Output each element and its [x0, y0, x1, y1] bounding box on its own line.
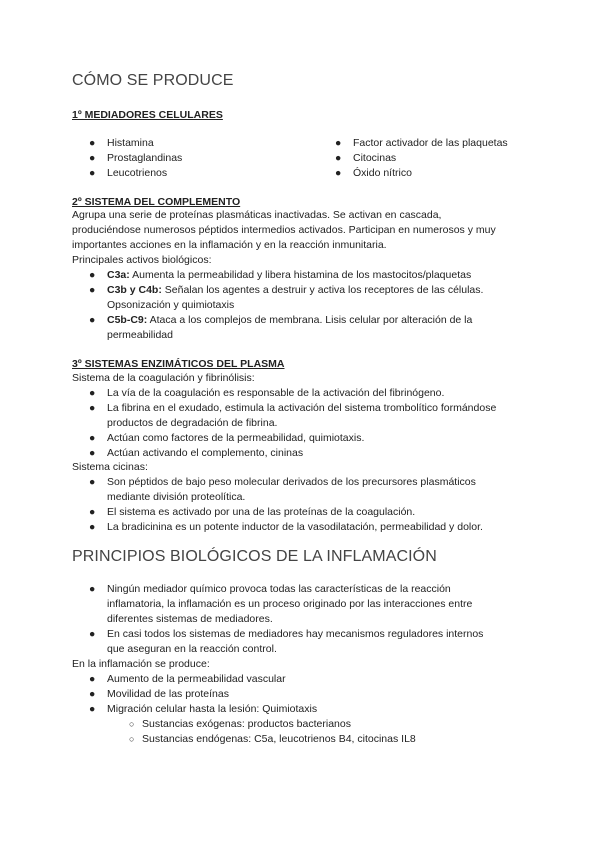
list-item: ● C5b-C9: Ataca a los complejos de membrana. Lisis celular por alteración de la permeabilidad: [89, 314, 473, 341]
list-item: ● Ningún mediador químico provoca todas las características de la reacción inflamatoria, la inflamación es un proceso originado por las interacciones entre diferentes sistemas de mediadores.: [89, 583, 473, 625]
bullet-icon: ●: [89, 432, 96, 444]
bullet-icon: ●: [89, 387, 96, 399]
coagulacion-list: [72, 386, 532, 461]
bullet-icon: ●: [89, 703, 96, 715]
hollow-bullet-icon: ○: [129, 734, 135, 744]
inflamacion-label: En la inflamación se produce:: [72, 658, 210, 670]
section-title-principios-biologicos: PRINCIPIOS BIOLÓGICOS DE LA INFLAMACIÓN: [72, 548, 437, 565]
inflamacion-list: [72, 672, 532, 717]
bullet-icon: ●: [89, 628, 96, 640]
list-item: ● La bradicinina es un potente inductor de la vasodilatación, permeabilidad y dolor.: [89, 521, 483, 533]
list-item: ● En casi todos los sistemas de mediadores hay mecanismos reguladores internos que aseguran en la reacción control.: [89, 628, 484, 655]
bullet-icon: ●: [89, 688, 96, 700]
list-item: ● La vía de la coagulación es responsable de la activación del fibrinógeno.: [89, 387, 445, 399]
list-item: ● C3a: Aumenta la permeabilidad y libera histamina de los mastocitos/plaquetas: [89, 269, 472, 281]
section-title-como-se-produce: CÓMO SE PRODUCE: [72, 72, 234, 89]
principios-list: [72, 582, 532, 657]
bullet-icon: ●: [89, 402, 96, 414]
list-item: ● Citocinas: [335, 152, 397, 164]
list-item: ● Leucotrienos: [89, 167, 168, 179]
list-item: ○ Sustancias exógenas: productos bacterianos: [129, 718, 351, 730]
list-item: ● El sistema es activado por una de las proteínas de la coagulación.: [89, 506, 416, 518]
bullet-icon: ●: [89, 284, 96, 296]
complemento-list: [72, 268, 532, 343]
list-item: ○ Sustancias endógenas: C5a, leucotrienos B4, citocinas IL8: [129, 733, 416, 745]
list-item: ● Movilidad de las proteínas: [89, 688, 229, 700]
hollow-bullet-icon: ○: [129, 719, 135, 729]
list-item: ● Óxido nítrico: [335, 167, 412, 179]
list-item: ● Migración celular hasta la lesión: Quimiotaxis: [89, 703, 318, 715]
bullet-icon: ●: [89, 673, 96, 685]
bullet-icon: ●: [89, 137, 96, 149]
cininas-list: [72, 475, 532, 535]
mediadores-list-col2: [318, 136, 538, 181]
list-item: ● La fibrina en el exudado, estimula la activación del sistema trombolítico formándose productos de degradación de fibrina.: [89, 402, 497, 429]
bullet-icon: ●: [335, 152, 342, 164]
mediadores-list-col1: [72, 136, 302, 181]
list-item: ● Aumento de la permeabilidad vascular: [89, 673, 286, 685]
heading-sistemas-enzimaticos: 3º SISTEMAS ENZIMÁTICOS DEL PLASMA: [72, 358, 285, 370]
bullet-icon: ●: [89, 506, 96, 518]
bullet-icon: ●: [89, 269, 96, 281]
bullet-icon: ●: [89, 152, 96, 164]
heading-mediadores-celulares: 1º MEDIADORES CELULARES: [72, 109, 223, 121]
list-item: ● Son péptidos de bajo peso molecular derivados de los precursores plasmáticos mediante división proteolítica.: [89, 476, 476, 503]
complemento-intro-line: Agrupa una serie de proteínas plasmáticas inactivadas. Se activan en cascada,: [72, 209, 442, 221]
complemento-intro-line: Principales activos biológicos:: [72, 254, 212, 266]
list-item: ● C3b y C4b: Señalan los agentes a destruir y activa los receptores de las células. Opsonización y quimiotaxis: [89, 284, 484, 311]
cininas-label: Sistema cicinas:: [72, 461, 148, 473]
bullet-icon: ●: [335, 167, 342, 179]
list-item: ● Factor activador de las plaquetas: [335, 137, 508, 149]
bullet-icon: ●: [89, 447, 96, 459]
coagulacion-label: Sistema de la coagulación y fibrinólisis:: [72, 372, 255, 384]
list-item: ● Actúan activando el complemento, cininas: [89, 447, 304, 459]
bullet-icon: ●: [89, 521, 96, 533]
list-item: ● Actúan como factores de la permeabilidad, quimiotaxis.: [89, 432, 365, 444]
bullet-icon: ●: [89, 583, 96, 595]
bullet-icon: ●: [89, 476, 96, 488]
list-item: ● Prostaglandinas: [89, 152, 183, 164]
bullet-icon: ●: [89, 167, 96, 179]
bullet-icon: ●: [89, 314, 96, 326]
list-item: ● Histamina: [89, 137, 154, 149]
complemento-intro-line: importantes acciones en la inflamación y en la reacción inmunitaria.: [72, 239, 387, 251]
complemento-intro-line: produciéndose numerosos péptidos intermedios activados. Participan en numerosos y muy: [72, 224, 496, 236]
heading-sistema-complemento: 2º SISTEMA DEL COMPLEMENTO: [72, 196, 241, 208]
bullet-icon: ●: [335, 137, 342, 149]
quimiotaxis-sublist: [72, 717, 532, 747]
